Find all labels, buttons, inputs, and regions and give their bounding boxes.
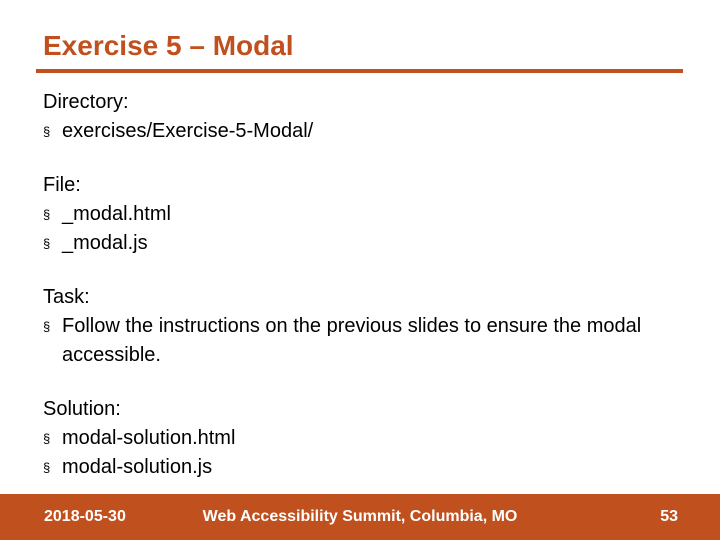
- list-item-text: modal-solution.html: [62, 427, 236, 449]
- bullet-icon: §: [43, 460, 51, 475]
- section-heading: File:: [43, 174, 81, 196]
- footer-event: Web Accessibility Summit, Columbia, MO: [202, 508, 518, 525]
- list-item: [43, 117, 683, 146]
- bullet-icon: §: [43, 236, 51, 251]
- section-heading: Solution:: [43, 398, 121, 420]
- section-task: [43, 283, 683, 370]
- bullet-icon: §: [43, 319, 51, 334]
- footer-bar: [0, 494, 720, 540]
- bullet-icon: §: [43, 207, 51, 222]
- list-item-text: modal-solution.js: [62, 456, 213, 478]
- section-file: [43, 171, 683, 258]
- list-item: [43, 424, 683, 453]
- list-item-text: _modal.html: [62, 203, 171, 225]
- title-underline: [36, 69, 683, 73]
- list-item-text: exercises/Exercise-5-Modal/: [62, 120, 314, 142]
- list-item: [43, 200, 683, 229]
- list-item: [43, 229, 683, 258]
- section-directory: [43, 88, 683, 146]
- bullet-icon: §: [43, 431, 51, 446]
- page-number: 53: [660, 508, 678, 525]
- slide-title: Exercise 5 – Modal: [43, 30, 294, 61]
- slide-body: [43, 88, 683, 507]
- section-heading: Task:: [43, 286, 90, 308]
- section-solution: [43, 395, 683, 482]
- list-item: [43, 312, 683, 370]
- footer-date: 2018-05-30: [44, 508, 126, 525]
- section-heading: Directory:: [43, 91, 129, 113]
- list-item: [43, 453, 683, 482]
- bullet-icon: §: [43, 124, 51, 139]
- list-item-text: _modal.js: [62, 232, 148, 254]
- list-item-text: Follow the instructions on the previous slides to ensure the modal accessible.: [62, 315, 642, 366]
